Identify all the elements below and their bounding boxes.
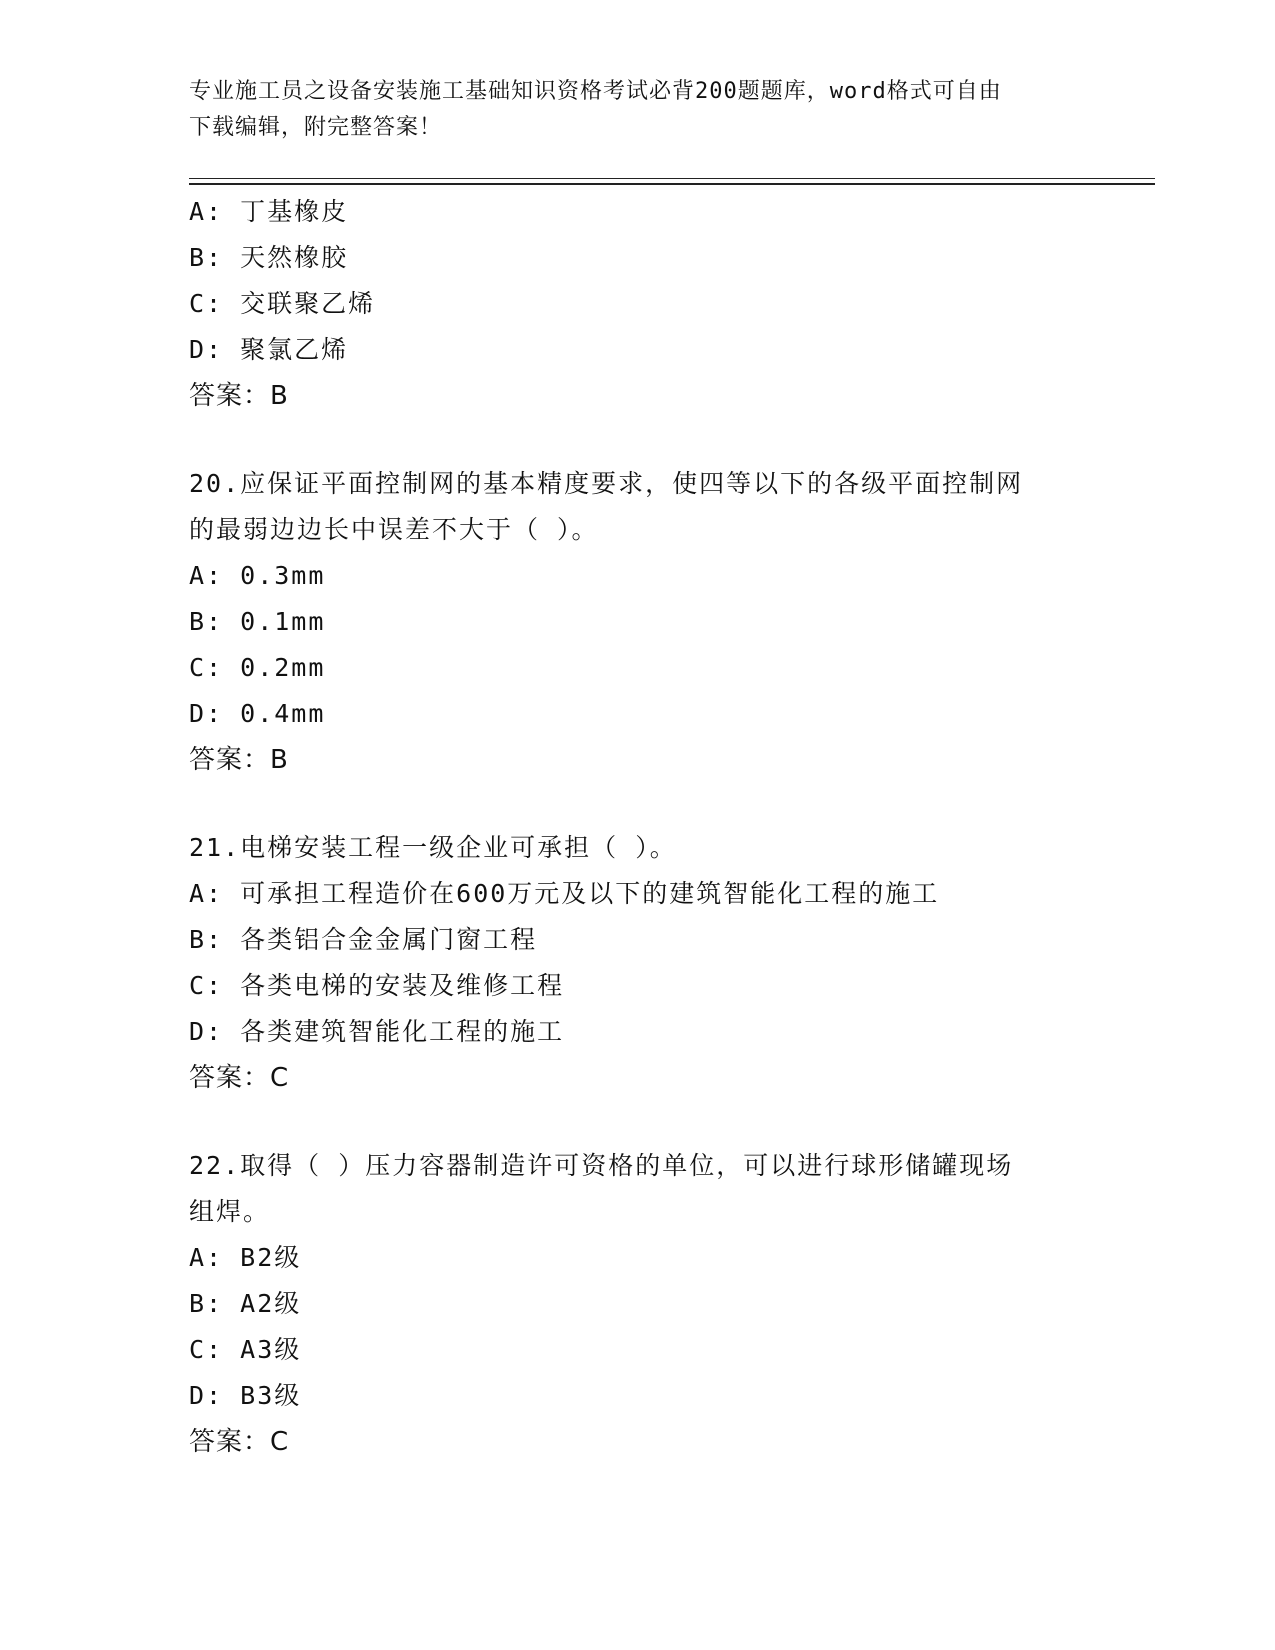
answer-line: 答案：B <box>189 745 289 775</box>
answer-line: 答案：C <box>189 1427 290 1457</box>
option-c: C: 交联聚乙烯 <box>189 289 376 318</box>
option-a: A: 0.3mm <box>189 561 326 590</box>
question-text <box>189 1143 1089 1235</box>
option-d: D: 0.4mm <box>189 699 326 728</box>
option-c: C: A3级 <box>189 1335 302 1364</box>
option-c: C: 0.2mm <box>189 653 326 682</box>
answer-line: 答案：B <box>189 381 289 411</box>
option-a: A: 可承担工程造价在600万元及以下的建筑智能化工程的施工 <box>189 879 940 908</box>
header-rule-thin <box>189 178 1155 179</box>
document-header <box>189 74 1069 146</box>
option-b: B: 天然橡胶 <box>189 243 349 272</box>
question-20 <box>189 461 1089 783</box>
spacer <box>189 783 1089 825</box>
spacer <box>189 419 1089 461</box>
header-rule-thick <box>189 183 1155 185</box>
question-19 <box>189 189 1089 419</box>
question-text-line-1: 21.电梯安装工程一级企业可承担（ ）。 <box>189 833 677 862</box>
option-b: B: 0.1mm <box>189 607 326 636</box>
header-title-line-2: 下载编辑，附完整答案！ <box>189 115 443 140</box>
answer-line: 答案：C <box>189 1063 290 1093</box>
option-a: A: B2级 <box>189 1243 302 1272</box>
option-c: C: 各类电梯的安装及维修工程 <box>189 971 565 1000</box>
question-text <box>189 461 1089 553</box>
question-text <box>189 825 1089 871</box>
option-d: D: 各类建筑智能化工程的施工 <box>189 1017 565 1046</box>
header-title-line-1: 专业施工员之设备安装施工基础知识资格考试必背200题题库，word格式可自由 <box>189 79 1002 104</box>
question-text-line-1: 22.取得（ ）压力容器制造许可资格的单位，可以进行球形储罐现场 <box>189 1151 1014 1180</box>
option-a: A: 丁基橡皮 <box>189 197 349 226</box>
option-b: B: 各类铝合金金属门窗工程 <box>189 925 538 954</box>
spacer <box>189 1101 1089 1143</box>
option-b: B: A2级 <box>189 1289 302 1318</box>
option-d: D: B3级 <box>189 1381 302 1410</box>
question-22 <box>189 1143 1089 1465</box>
question-list <box>189 189 1089 1465</box>
question-text-line-1: 20.应保证平面控制网的基本精度要求，使四等以下的各级平面控制网 <box>189 469 1024 498</box>
question-21 <box>189 825 1089 1101</box>
question-text-line-2: 的最弱边边长中误差不大于（ ）。 <box>189 515 599 544</box>
question-text-line-2: 组焊。 <box>189 1197 271 1226</box>
option-d: D: 聚氯乙烯 <box>189 335 349 364</box>
